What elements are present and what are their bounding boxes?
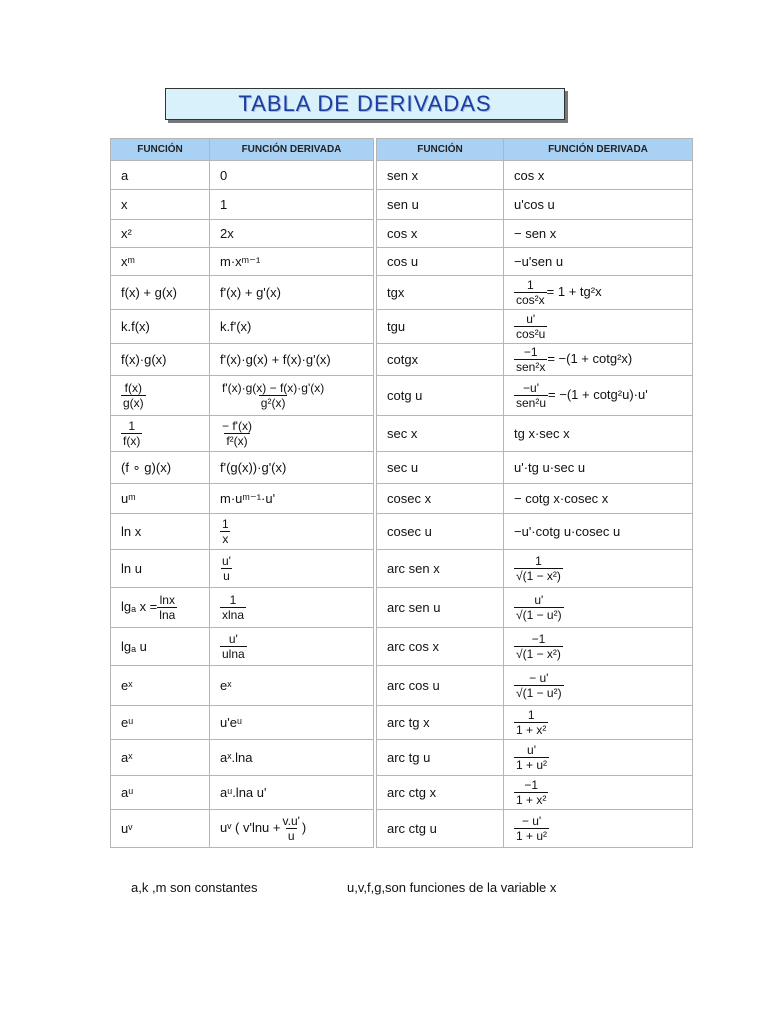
derivative-cell [210, 514, 374, 550]
function-cell [111, 810, 210, 848]
function-cell [111, 452, 210, 484]
function-expression: cotg u [387, 388, 423, 403]
derivative-cell [210, 190, 374, 220]
fraction [514, 814, 549, 843]
table-row [377, 190, 693, 220]
function-cell [377, 376, 504, 416]
derivative-cell [504, 344, 693, 376]
derivative-expression: f'(g(x))·g'(x) [220, 460, 287, 475]
function-cell [377, 452, 504, 484]
function-cell [111, 484, 210, 514]
derivative-cell [210, 776, 374, 810]
function-cell [111, 310, 210, 344]
derivative-cell [210, 248, 374, 276]
fraction-numerator: −u' [523, 381, 539, 395]
fraction-denominator: sen²x [516, 360, 546, 374]
function-cell [377, 666, 504, 706]
fraction-denominator: 1 + u² [516, 829, 548, 843]
table-row [111, 776, 374, 810]
fraction-numerator: u' [228, 632, 238, 646]
function-expression: eᵘ [121, 715, 134, 730]
derivative-cell [504, 550, 693, 588]
function-cell [377, 276, 504, 310]
derivative-expression: u'cos u [514, 197, 555, 212]
function-expression: cosec x [387, 491, 432, 506]
derivative-expression: tg x·sec x [514, 426, 570, 441]
right-table-body [377, 161, 693, 848]
fraction-numerator: 1 [527, 708, 535, 722]
derivative-expression: −u'sen u [514, 254, 564, 269]
function-cell [111, 376, 210, 416]
table-row [111, 344, 374, 376]
derivative-cell [504, 416, 693, 452]
function-expression: x [121, 197, 128, 212]
derivative-cell [504, 514, 693, 550]
derivative-cell [504, 666, 693, 706]
derivative-cell [210, 344, 374, 376]
function-cell [111, 588, 210, 628]
function-expression: ln u [121, 561, 142, 576]
derivative-expression: cos x [514, 167, 545, 183]
derivative-cell [210, 310, 374, 344]
fraction-numerator: 1 [128, 419, 135, 433]
function-expression: cotgx [387, 352, 419, 367]
fraction-numerator: − f'(x) [222, 419, 252, 433]
fraction [514, 632, 563, 661]
fraction-numerator: v.u' [282, 814, 300, 828]
function-expression: a [121, 167, 129, 183]
derivative-cell [504, 588, 693, 628]
function-cell [377, 310, 504, 344]
table-row [111, 376, 374, 416]
title-box [165, 88, 565, 120]
function-cell [111, 220, 210, 248]
derivative-cell [504, 310, 693, 344]
fraction-numerator: −1 [523, 345, 538, 359]
fraction-denominator: g²(x) [260, 396, 286, 410]
page-title: TABLA DE DERIVADAS [238, 91, 492, 116]
fraction [220, 632, 247, 661]
table-row [111, 452, 374, 484]
fraction-denominator: 1 + x² [516, 723, 547, 737]
table-row [377, 588, 693, 628]
fraction-numerator: 1 [222, 517, 229, 531]
table-row [377, 810, 693, 848]
function-expression: arc cos x [387, 639, 440, 654]
derivative-cell [504, 376, 693, 416]
function-expression: sec u [387, 460, 419, 475]
fraction-denominator: √(1 − x²) [516, 569, 561, 583]
derivative-cell [210, 416, 374, 452]
derivatives-table-right [376, 138, 693, 848]
function-cell [111, 344, 210, 376]
table-row [377, 276, 693, 310]
fraction-denominator: g(x) [123, 396, 144, 410]
derivative-expression: k.f'(x) [220, 319, 252, 334]
fraction-denominator: u [287, 829, 295, 843]
fraction [121, 419, 142, 448]
fraction-numerator: f(x) [124, 381, 142, 395]
table-row [377, 628, 693, 666]
function-cell [111, 416, 210, 452]
fraction-denominator: f²(x) [226, 434, 248, 448]
derivative-cell [210, 452, 374, 484]
function-cell [111, 628, 210, 666]
column-header-derivative: FUNCIÓN DERIVADA [210, 139, 374, 161]
table-row [111, 248, 374, 276]
fraction [220, 593, 246, 622]
table-row [377, 344, 693, 376]
derivative-expression: − sen x [514, 226, 557, 241]
fraction-denominator: u [223, 569, 230, 583]
fraction-numerator: − u' [529, 671, 549, 685]
function-cell [111, 514, 210, 550]
function-cell [377, 220, 504, 248]
table-row [377, 452, 693, 484]
derivative-expression: −u'·cotg u·cosec u [514, 524, 621, 539]
derivative-cell [210, 550, 374, 588]
derivative-expression: eˣ [220, 678, 232, 693]
fraction-denominator: sen²u [516, 396, 547, 410]
function-expression: x² [121, 226, 132, 241]
table-row [111, 310, 374, 344]
derivative-expression: 1 [220, 197, 228, 212]
function-expression: (f ∘ g)(x) [121, 459, 172, 475]
table-row [111, 550, 374, 588]
function-cell [377, 190, 504, 220]
table-row [111, 161, 374, 190]
column-header-function: FUNCIÓN [111, 139, 210, 161]
function-cell [377, 416, 504, 452]
derivative-cell [504, 776, 693, 810]
table-row [111, 220, 374, 248]
function-cell [111, 706, 210, 740]
fraction [514, 708, 548, 737]
fraction [514, 778, 548, 807]
derivative-cell [210, 484, 374, 514]
derivative-cell [210, 161, 374, 190]
fraction-numerator: u' [526, 312, 536, 326]
function-expression: arc tg x [387, 715, 430, 730]
derivative-expression: − cotg x·cosec x [514, 491, 609, 506]
function-expression: ln x [121, 524, 142, 539]
fraction-numerator: 1 [526, 278, 534, 292]
function-expression: aˣ [121, 750, 133, 765]
table-row [377, 161, 693, 190]
fraction-denominator: ulna [222, 647, 245, 661]
fraction [220, 419, 254, 448]
derivative-cell [210, 588, 374, 628]
derivative-cell [504, 628, 693, 666]
fraction [514, 554, 563, 583]
derivative-cell [210, 628, 374, 666]
derivative-cell [210, 810, 374, 848]
function-cell [111, 740, 210, 776]
function-cell [377, 484, 504, 514]
table-row [111, 416, 374, 452]
fraction-denominator: x [222, 532, 229, 546]
function-expression: uᵐ [121, 491, 136, 506]
function-cell [111, 276, 210, 310]
function-expression: uᵛ [121, 821, 133, 836]
function-expression: lgₐ u [121, 639, 147, 654]
function-expression: eˣ [121, 678, 133, 693]
derivative-cell [504, 452, 693, 484]
fraction [514, 312, 547, 341]
derivative-cell [504, 740, 693, 776]
fraction [514, 381, 548, 410]
function-expression: arc cos u [387, 678, 440, 693]
fraction-numerator: u' [527, 743, 536, 757]
fraction [220, 517, 231, 546]
column-header-function: FUNCIÓN [377, 139, 504, 161]
fraction-numerator: u' [534, 593, 544, 607]
fraction [121, 381, 146, 410]
table-row [377, 220, 693, 248]
function-expression: f(x)·g(x) [121, 352, 167, 367]
fraction-denominator: f(x) [123, 434, 141, 448]
function-cell [377, 628, 504, 666]
function-cell [111, 666, 210, 706]
table-row [111, 740, 374, 776]
derivative-cell [210, 220, 374, 248]
table-header-row [111, 139, 374, 161]
table-row [377, 484, 693, 514]
derivative-expression: 0 [220, 167, 228, 183]
function-expression: arc ctg u [387, 821, 437, 836]
table-row [377, 550, 693, 588]
fraction-numerator: u' [222, 554, 231, 568]
derivative-cell [210, 376, 374, 416]
function-cell [111, 550, 210, 588]
derivative-cell [504, 810, 693, 848]
f-prefix: lgₐ x = [121, 598, 158, 614]
function-cell [377, 740, 504, 776]
derivative-cell [210, 666, 374, 706]
table-row [111, 706, 374, 740]
fraction-numerator: 1 [229, 593, 237, 607]
d-suffix: = 1 + tg²x [546, 283, 602, 299]
derivative-cell [504, 248, 693, 276]
table-row [111, 628, 374, 666]
table-row [111, 810, 374, 848]
derivative-cell [210, 740, 374, 776]
fraction-denominator: 1 + x² [516, 793, 547, 807]
function-cell [377, 248, 504, 276]
fraction-denominator: √(1 − x²) [516, 647, 561, 661]
table-row [111, 276, 374, 310]
function-expression: k.f(x) [121, 319, 150, 334]
derivative-cell [504, 161, 693, 190]
d-prefix: uᵛ ( v'lnu + [220, 819, 281, 835]
table-row [377, 248, 693, 276]
d-suffix: = −(1 + cotg²x) [547, 350, 633, 366]
table-row [111, 514, 374, 550]
table-row [377, 706, 693, 740]
footer-functions-note: u,v,f,g,son funciones de la variable x [347, 880, 557, 895]
fraction-denominator: √(1 − u²) [516, 608, 562, 622]
table-row [377, 376, 693, 416]
derivative-cell [504, 706, 693, 740]
fraction-denominator: cos²x [516, 293, 545, 307]
function-cell [377, 810, 504, 848]
function-expression: arc sen x [387, 561, 440, 576]
fraction [514, 593, 564, 622]
fraction [281, 814, 302, 843]
derivative-expression: f'(x) + g'(x) [220, 285, 281, 300]
derivative-cell [504, 190, 693, 220]
table-row [111, 666, 374, 706]
function-cell [377, 776, 504, 810]
fraction-numerator: −1 [531, 632, 546, 646]
function-expression: cos x [387, 226, 418, 241]
function-expression: sec x [387, 426, 418, 441]
function-expression: arc ctg x [387, 785, 437, 800]
fraction-denominator: √(1 − u²) [516, 686, 562, 700]
function-cell [377, 514, 504, 550]
table-row [377, 310, 693, 344]
derivative-expression: u'·tg u·sec u [514, 460, 586, 475]
derivative-expression: aˣ.lna [220, 750, 253, 765]
fraction [220, 381, 326, 410]
function-expression: aᵘ [121, 785, 134, 800]
derivative-expression: m·xᵐ⁻¹ [220, 253, 261, 269]
fraction [220, 554, 233, 583]
table-row [111, 190, 374, 220]
fraction-numerator: −1 [524, 778, 539, 792]
derivative-expression: aᵘ.lna u' [220, 785, 267, 800]
derivative-cell [210, 706, 374, 740]
derivatives-table-left [110, 138, 374, 848]
derivative-cell [210, 276, 374, 310]
function-cell [377, 161, 504, 190]
function-cell [111, 190, 210, 220]
derivative-expression: f'(x)·g(x) + f(x)·g'(x) [220, 352, 331, 367]
table-row [377, 514, 693, 550]
table-row [111, 484, 374, 514]
fraction [514, 278, 547, 307]
fraction-denominator: lna [159, 608, 176, 622]
fraction [157, 593, 177, 622]
function-cell [111, 161, 210, 190]
fraction-numerator: 1 [535, 554, 542, 568]
fraction-denominator: cos²u [516, 327, 546, 341]
table-header-row [377, 139, 693, 161]
table-row [377, 416, 693, 452]
footer-constants-note: a,k ,m son constantes [131, 880, 258, 895]
derivative-expression: u'eᵘ [220, 715, 242, 730]
derivative-cell [504, 276, 693, 310]
d-suffix: ) [301, 819, 307, 835]
derivatives-table-area [110, 138, 692, 852]
function-expression: xᵐ [121, 254, 135, 269]
derivative-expression: m·uᵐ⁻¹·u' [220, 490, 276, 506]
derivative-expression: 2x [220, 226, 234, 241]
function-expression: tgx [387, 285, 405, 300]
fraction-numerator: lnx [159, 593, 175, 607]
function-cell [111, 776, 210, 810]
function-expression: f(x) + g(x) [121, 285, 177, 300]
function-expression: cosec u [387, 524, 432, 539]
left-table-body [111, 161, 374, 848]
fraction-denominator: xlna [222, 608, 245, 622]
derivative-cell [504, 220, 693, 248]
fraction-numerator: f'(x)·g(x) − f(x)·g'(x) [222, 381, 325, 395]
fraction [514, 743, 549, 772]
function-cell [111, 248, 210, 276]
function-expression: sen x [387, 167, 419, 183]
function-cell [377, 344, 504, 376]
derivative-cell [504, 484, 693, 514]
function-expression: cos u [387, 254, 419, 269]
table-row [111, 588, 374, 628]
function-cell [377, 550, 504, 588]
fraction [514, 671, 564, 700]
function-expression: arc sen u [387, 600, 441, 615]
function-expression: arc tg u [387, 750, 431, 765]
function-cell [377, 706, 504, 740]
table-row [377, 740, 693, 776]
fraction-numerator: − u' [521, 814, 542, 828]
column-header-derivative: FUNCIÓN DERIVADA [504, 139, 693, 161]
table-row [377, 776, 693, 810]
function-cell [377, 588, 504, 628]
table-row [377, 666, 693, 706]
fraction-denominator: 1 + u² [516, 758, 548, 772]
function-expression: sen u [387, 197, 419, 212]
fraction [514, 345, 547, 374]
d-suffix: = −(1 + cotg²u)·u' [548, 386, 648, 402]
function-expression: tgu [387, 319, 406, 334]
